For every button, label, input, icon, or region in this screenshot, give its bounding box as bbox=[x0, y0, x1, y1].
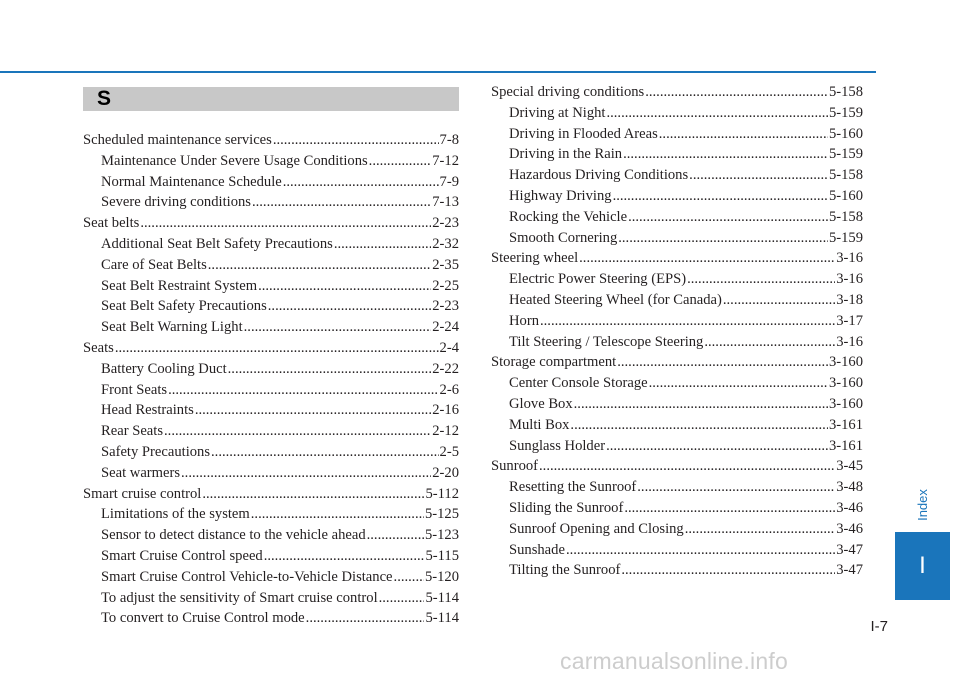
dot-leader bbox=[258, 276, 431, 297]
dot-leader bbox=[539, 456, 835, 477]
entry-page-ref: 5-112 bbox=[425, 485, 459, 502]
entry-label: Normal Maintenance Schedule bbox=[101, 173, 282, 190]
entry-label: Care of Seat Belts bbox=[101, 256, 207, 273]
dot-leader bbox=[570, 415, 828, 436]
entry-label: Smart cruise control bbox=[83, 485, 202, 502]
dot-leader bbox=[566, 540, 835, 561]
entry-label: To adjust the sensitivity of Smart cruise control bbox=[101, 589, 378, 606]
index-subentry[interactable] bbox=[491, 228, 863, 249]
dot-leader bbox=[649, 373, 828, 394]
index-subentry[interactable] bbox=[83, 442, 459, 463]
entry-label: Limitations of the system bbox=[101, 506, 250, 523]
entry-label: Driving in the Rain bbox=[509, 146, 623, 163]
dot-leader bbox=[181, 463, 431, 484]
index-subentry[interactable] bbox=[83, 172, 459, 193]
entry-page-ref: 5-158 bbox=[828, 84, 863, 100]
index-entry[interactable] bbox=[491, 82, 863, 103]
dot-leader bbox=[273, 130, 439, 151]
index-subentry[interactable] bbox=[491, 124, 863, 145]
index-subentry[interactable] bbox=[83, 588, 459, 609]
entry-label: Battery Cooling Duct bbox=[101, 360, 227, 377]
entry-page-ref: 5-114 bbox=[425, 589, 459, 606]
index-subentry[interactable] bbox=[83, 400, 459, 421]
entry-label: Storage compartment bbox=[491, 354, 617, 371]
index-subentry[interactable] bbox=[83, 546, 459, 567]
index-subentry[interactable] bbox=[83, 234, 459, 255]
entry-page-ref: 3-47 bbox=[836, 541, 863, 558]
entry-page-ref: 3-160 bbox=[828, 375, 863, 392]
index-subentry[interactable] bbox=[83, 359, 459, 380]
index-subentry[interactable] bbox=[491, 394, 863, 415]
entry-label: Seat Belt Restraint System bbox=[101, 277, 258, 294]
entry-page-ref: 3-160 bbox=[828, 354, 863, 371]
entry-page-ref: 2-25 bbox=[432, 277, 459, 294]
entry-page-ref: 5-159 bbox=[828, 104, 863, 121]
index-subentry[interactable] bbox=[491, 103, 863, 124]
dot-leader bbox=[574, 394, 828, 415]
dot-leader bbox=[606, 436, 828, 457]
entry-label: Steering wheel bbox=[491, 250, 579, 267]
side-tab[interactable] bbox=[895, 532, 950, 600]
entry-label: Smart Cruise Control speed bbox=[101, 547, 263, 564]
entry-label: Heated Steering Wheel (for Canada) bbox=[509, 291, 722, 308]
dot-leader bbox=[211, 442, 439, 463]
dot-leader bbox=[621, 560, 835, 581]
dot-leader bbox=[540, 311, 835, 332]
dot-leader bbox=[195, 400, 431, 421]
index-entry[interactable] bbox=[83, 484, 459, 505]
index-subentry[interactable] bbox=[491, 498, 863, 519]
entry-page-ref: 2-5 bbox=[439, 443, 459, 460]
entry-page-ref: 2-12 bbox=[432, 423, 459, 440]
entry-page-ref: 2-32 bbox=[432, 235, 459, 252]
dot-leader bbox=[379, 588, 425, 609]
entry-label: Seats bbox=[83, 339, 114, 356]
entry-label: To convert to Cruise Control mode bbox=[101, 610, 305, 627]
entry-label: Scheduled maintenance services bbox=[83, 132, 272, 148]
entry-page-ref: 5-159 bbox=[828, 229, 863, 246]
entry-label: Front Seats bbox=[101, 381, 168, 398]
index-entry[interactable] bbox=[83, 130, 459, 151]
dot-leader bbox=[659, 124, 828, 145]
index-subentry[interactable] bbox=[491, 519, 863, 540]
dot-leader bbox=[637, 477, 835, 498]
dot-leader bbox=[268, 296, 431, 317]
entry-label: Glove Box bbox=[509, 395, 573, 412]
entry-label: Driving at Night bbox=[509, 104, 606, 121]
dot-leader bbox=[252, 192, 431, 213]
entry-page-ref: 2-4 bbox=[439, 339, 459, 356]
entry-label: Seat Belt Warning Light bbox=[101, 319, 243, 336]
side-tab-letter: I bbox=[919, 552, 926, 579]
dot-leader bbox=[164, 421, 431, 442]
entry-page-ref: 5-114 bbox=[425, 610, 459, 627]
dot-leader bbox=[645, 82, 828, 103]
entry-label: Highway Driving bbox=[509, 187, 612, 204]
entry-page-ref: 5-120 bbox=[424, 568, 459, 585]
index-subentry[interactable] bbox=[83, 317, 459, 338]
dot-leader bbox=[306, 608, 425, 629]
dot-leader bbox=[115, 338, 439, 359]
index-entry[interactable] bbox=[491, 352, 863, 373]
index-subentry[interactable] bbox=[83, 151, 459, 172]
dot-leader bbox=[723, 290, 835, 311]
index-subentry[interactable] bbox=[83, 608, 459, 629]
dot-leader bbox=[369, 151, 432, 172]
dot-leader bbox=[367, 525, 424, 546]
dot-leader bbox=[334, 234, 431, 255]
index-subentry[interactable] bbox=[491, 436, 863, 457]
dot-leader bbox=[264, 546, 425, 567]
entry-page-ref: 2-6 bbox=[439, 381, 459, 398]
dot-leader bbox=[208, 255, 431, 276]
index-subentry[interactable] bbox=[491, 332, 863, 353]
index-entry[interactable] bbox=[491, 248, 863, 269]
index-subentry[interactable] bbox=[491, 373, 863, 394]
dot-leader bbox=[624, 498, 835, 519]
entry-label: Tilt Steering / Telescope Steering bbox=[509, 333, 704, 350]
entry-label: Maintenance Under Severe Usage Conditions bbox=[101, 152, 368, 169]
entry-label: Sunglass Holder bbox=[509, 437, 606, 454]
entry-label: Tilting the Sunroof bbox=[509, 562, 621, 579]
entry-page-ref: 3-16 bbox=[836, 333, 863, 350]
dot-leader bbox=[140, 213, 431, 234]
dot-leader bbox=[244, 317, 432, 338]
entry-page-ref: 3-48 bbox=[836, 479, 863, 496]
entry-page-ref: 2-20 bbox=[432, 464, 459, 481]
entry-label: Sunroof Opening and Closing bbox=[509, 520, 684, 537]
page-number: I-7 bbox=[870, 618, 888, 635]
entry-label: Smart Cruise Control Vehicle-to-Vehicle Distance bbox=[101, 568, 393, 585]
index-subentry[interactable] bbox=[491, 186, 863, 207]
entry-page-ref: 5-160 bbox=[828, 125, 863, 142]
index-subentry[interactable] bbox=[491, 560, 863, 581]
entry-label: Resetting the Sunroof bbox=[509, 479, 637, 496]
entry-page-ref: 7-12 bbox=[432, 152, 459, 169]
entry-label: Center Console Storage bbox=[509, 375, 648, 392]
entry-label: Hazardous Driving Conditions bbox=[509, 167, 689, 184]
index-subentry[interactable] bbox=[83, 296, 459, 317]
index-subentry[interactable] bbox=[491, 311, 863, 332]
index-subentry[interactable] bbox=[491, 540, 863, 561]
entry-label: Sensor to detect distance to the vehicle ahead bbox=[101, 527, 366, 544]
entry-page-ref: 7-13 bbox=[432, 194, 459, 211]
index-entry[interactable] bbox=[491, 456, 863, 477]
section-header bbox=[83, 87, 459, 111]
entry-page-ref: 3-16 bbox=[836, 271, 863, 288]
entry-page-ref: 5-160 bbox=[828, 187, 863, 204]
entry-page-ref: 5-115 bbox=[425, 547, 459, 564]
dot-leader bbox=[689, 165, 828, 186]
entry-label: Smooth Cornering bbox=[509, 229, 618, 246]
watermark: carmanualsonline.info bbox=[560, 648, 788, 674]
entry-label: Rear Seats bbox=[101, 423, 164, 440]
entry-page-ref: 5-158 bbox=[828, 167, 863, 184]
entry-label: Sunroof bbox=[491, 458, 539, 475]
entry-page-ref: 3-160 bbox=[828, 395, 863, 412]
dot-leader bbox=[202, 484, 424, 505]
entry-page-ref: 2-24 bbox=[432, 319, 459, 336]
entry-label: Severe driving conditions bbox=[101, 194, 251, 211]
entry-label: Driving in Flooded Areas bbox=[509, 125, 658, 142]
index-subentry[interactable] bbox=[83, 255, 459, 276]
index-entry[interactable] bbox=[83, 213, 459, 234]
index-subentry[interactable] bbox=[491, 477, 863, 498]
index-subentry[interactable] bbox=[491, 269, 863, 290]
entry-label: Horn bbox=[509, 312, 539, 329]
entry-page-ref: 7-8 bbox=[439, 132, 459, 148]
dot-leader bbox=[394, 567, 424, 588]
entry-page-ref: 5-158 bbox=[828, 208, 863, 225]
entry-page-ref: 5-159 bbox=[828, 146, 863, 163]
dot-leader bbox=[618, 228, 828, 249]
entry-label: Sliding the Sunroof bbox=[509, 499, 624, 516]
dot-leader bbox=[613, 186, 828, 207]
entry-page-ref: 3-45 bbox=[836, 458, 863, 475]
index-subentry[interactable] bbox=[83, 192, 459, 213]
dot-leader bbox=[704, 332, 835, 353]
entry-page-ref: 3-46 bbox=[836, 520, 863, 537]
entry-page-ref: 2-16 bbox=[432, 402, 459, 419]
dot-leader bbox=[617, 352, 828, 373]
index-subentry[interactable] bbox=[491, 144, 863, 165]
index-subentry[interactable] bbox=[83, 525, 459, 546]
side-tab-label: Index bbox=[915, 489, 930, 521]
entry-label: Rocking the Vehicle bbox=[509, 208, 628, 225]
dot-leader bbox=[579, 248, 835, 269]
entry-page-ref: 3-17 bbox=[836, 312, 863, 329]
entry-page-ref: 3-161 bbox=[828, 416, 863, 433]
dot-leader bbox=[628, 207, 828, 228]
index-subentry[interactable] bbox=[83, 567, 459, 588]
dot-leader bbox=[251, 504, 424, 525]
top-rule bbox=[0, 71, 876, 73]
index-subentry[interactable] bbox=[491, 415, 863, 436]
entry-label: Seat Belt Safety Precautions bbox=[101, 298, 267, 315]
entry-page-ref: 3-161 bbox=[828, 437, 863, 454]
index-subentry[interactable] bbox=[83, 276, 459, 297]
index-subentry[interactable] bbox=[83, 504, 459, 525]
entry-label: Special driving conditions bbox=[491, 84, 645, 100]
dot-leader bbox=[168, 380, 438, 401]
index-column-right bbox=[491, 82, 863, 581]
entry-page-ref: 2-23 bbox=[432, 215, 459, 232]
entry-page-ref: 3-18 bbox=[836, 291, 863, 308]
entry-label: Head Restraints bbox=[101, 402, 194, 419]
dot-leader bbox=[623, 144, 828, 165]
dot-leader bbox=[687, 269, 835, 290]
index-subentry[interactable] bbox=[83, 380, 459, 401]
dot-leader bbox=[283, 172, 439, 193]
dot-leader bbox=[606, 103, 827, 124]
entry-label: Safety Precautions bbox=[101, 443, 211, 460]
section-letter: S bbox=[97, 87, 112, 110]
index-subentry[interactable] bbox=[491, 207, 863, 228]
index-column-left bbox=[83, 130, 459, 629]
entry-page-ref: 3-46 bbox=[836, 499, 863, 516]
entry-label: Multi Box bbox=[509, 416, 570, 433]
entry-page-ref: 5-125 bbox=[424, 506, 459, 523]
dot-leader bbox=[685, 519, 836, 540]
entry-label: Additional Seat Belt Safety Precautions bbox=[101, 235, 333, 252]
index-subentry[interactable] bbox=[83, 421, 459, 442]
entry-label: Seat warmers bbox=[101, 464, 181, 481]
index-entry[interactable] bbox=[83, 338, 459, 359]
dot-leader bbox=[228, 359, 432, 380]
entry-label: Seat belts bbox=[83, 215, 140, 232]
entry-page-ref: 2-22 bbox=[432, 360, 459, 377]
entry-page-ref: 3-47 bbox=[836, 562, 863, 579]
index-subentry[interactable] bbox=[83, 463, 459, 484]
entry-page-ref: 2-23 bbox=[432, 298, 459, 315]
index-subentry[interactable] bbox=[491, 290, 863, 311]
entry-label: Electric Power Steering (EPS) bbox=[509, 271, 687, 288]
entry-label: Sunshade bbox=[509, 541, 565, 558]
entry-page-ref: 2-35 bbox=[432, 256, 459, 273]
index-subentry[interactable] bbox=[491, 165, 863, 186]
entry-page-ref: 7-9 bbox=[439, 173, 459, 190]
entry-page-ref: 5-123 bbox=[424, 527, 459, 544]
entry-page-ref: 3-16 bbox=[836, 250, 863, 267]
